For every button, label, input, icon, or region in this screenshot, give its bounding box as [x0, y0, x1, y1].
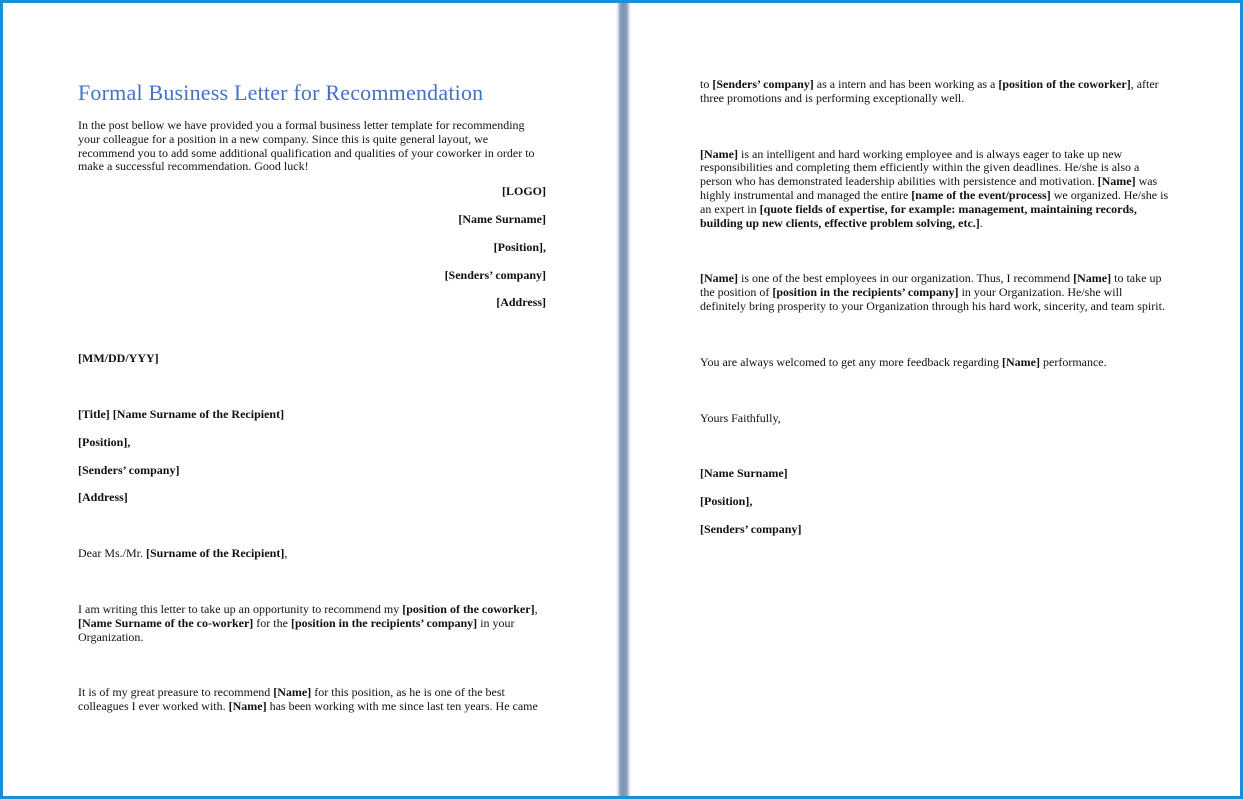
placeholder: [Name] — [700, 271, 738, 286]
placeholder: [position of the coworker] — [998, 77, 1131, 91]
sender-logo: [LOGO] — [502, 184, 546, 199]
text: , — [534, 601, 538, 616]
text: for this position, as he is one of the best colleagues I ever worked with. — [78, 685, 505, 714]
salutation — [78, 547, 546, 561]
recipient-name: [Name Surname of the Recipient] — [112, 406, 285, 421]
recipient-title: [Title] — [78, 406, 110, 421]
placeholder: [Senders’ company] — [712, 77, 814, 91]
placeholder: [position in the recipients’ company] — [772, 285, 959, 300]
recipient-company: [Senders’ company] — [78, 462, 180, 477]
text: is one of the best employees in our organization. Thus, I recommend — [737, 271, 1074, 286]
text: to — [700, 77, 713, 91]
recipient-title-name — [78, 408, 546, 422]
text: was highly instrumental and managed the entire — [700, 174, 1158, 202]
letter-date: [MM/DD/YYY] — [78, 351, 159, 366]
sender-company: [Senders’ company] — [444, 267, 546, 282]
sender-name: [Name Surname] — [458, 211, 546, 226]
text: in your Organization. — [78, 615, 515, 644]
placeholder: [name of the event/process] — [911, 187, 1051, 202]
placeholder: [Name] — [1073, 271, 1112, 286]
sender-address: [Address] — [496, 295, 546, 310]
paragraph-4 — [700, 272, 1170, 313]
salutation-surname: [Surname of the Recipient] — [146, 546, 285, 561]
text: for the — [253, 615, 291, 630]
paragraph-2-continued — [700, 78, 1170, 106]
closing: Yours Faithfully, — [700, 410, 781, 425]
signature-name: [Name Surname] — [700, 466, 788, 481]
salutation-prefix: Dear Ms./Mr. — [78, 546, 146, 561]
text: we organized. He/she is an expert in — [700, 187, 1169, 216]
placeholder: [quote fields of expertise, for example: management, maintaining records, building up new clients, effective problem solving, etc.] — [700, 201, 1137, 230]
paragraph-1 — [78, 603, 546, 644]
placeholder: [Name] — [228, 699, 267, 714]
signature-position: [Position], — [700, 494, 753, 509]
recipient-position: [Position], — [78, 434, 131, 449]
text: as a intern and has been working as a — [813, 77, 999, 91]
recipient-address: [Address] — [78, 490, 128, 505]
page-1-content — [78, 80, 546, 714]
sender-position: [Position], — [493, 239, 546, 254]
text: It is of my great preasure to recommend — [78, 685, 274, 700]
text: . — [979, 215, 983, 230]
text: I am writing this letter to take up an opportunity to recommend my — [78, 601, 403, 616]
signature-company: [Senders’ company] — [700, 521, 802, 536]
placeholder: [position in the recipients’ company] — [290, 615, 478, 630]
text: , after three promotions and is performing exceptionally well. — [700, 77, 1159, 105]
page-2-content — [700, 78, 1170, 537]
document-title: Formal Business Letter for Recommendation — [78, 80, 484, 105]
placeholder: [Name] — [1097, 174, 1136, 189]
text: to take up the position of — [700, 271, 1162, 300]
placeholder: [Name] — [273, 685, 312, 700]
text: You are always welcomed to get any more feedback regarding — [700, 354, 1003, 369]
page-1 — [6, 6, 616, 793]
placeholder: [Name] — [1002, 354, 1040, 369]
placeholder: [Name Surname of the co-worker] — [78, 615, 254, 630]
text: is an intelligent and hard working employee and is always eager to take up new responsibilities and completing them efficiently within the given deadlines. He/she is also a person who has demonstrated leadership abilities with persistence and motivation. — [700, 146, 1140, 189]
paragraph-2 — [78, 686, 546, 714]
page-divider — [616, 3, 631, 796]
text: has been working with me since last ten years. He came — [266, 699, 538, 714]
text: in your Organization. He/she will definitely bring prosperity to your Organization through his hard work, sincerity, and team spirit. — [700, 285, 1165, 313]
placeholder: [Name] — [700, 146, 738, 161]
placeholder: [position of the coworker] — [402, 601, 535, 616]
intro-paragraph: In the post bellow we have provided you a formal business letter template for recommending your colleague for a position in a new company. Since this is quite general layout, we recommend you to add some additional qualification and qualities of your coworker in order to make a successful recommendation. Good luck! — [78, 118, 535, 174]
paragraph-5 — [700, 356, 1170, 370]
text: performance. — [1040, 354, 1107, 369]
paragraph-3 — [700, 148, 1170, 231]
salutation-suffix: , — [284, 546, 288, 561]
page-2 — [631, 6, 1243, 793]
